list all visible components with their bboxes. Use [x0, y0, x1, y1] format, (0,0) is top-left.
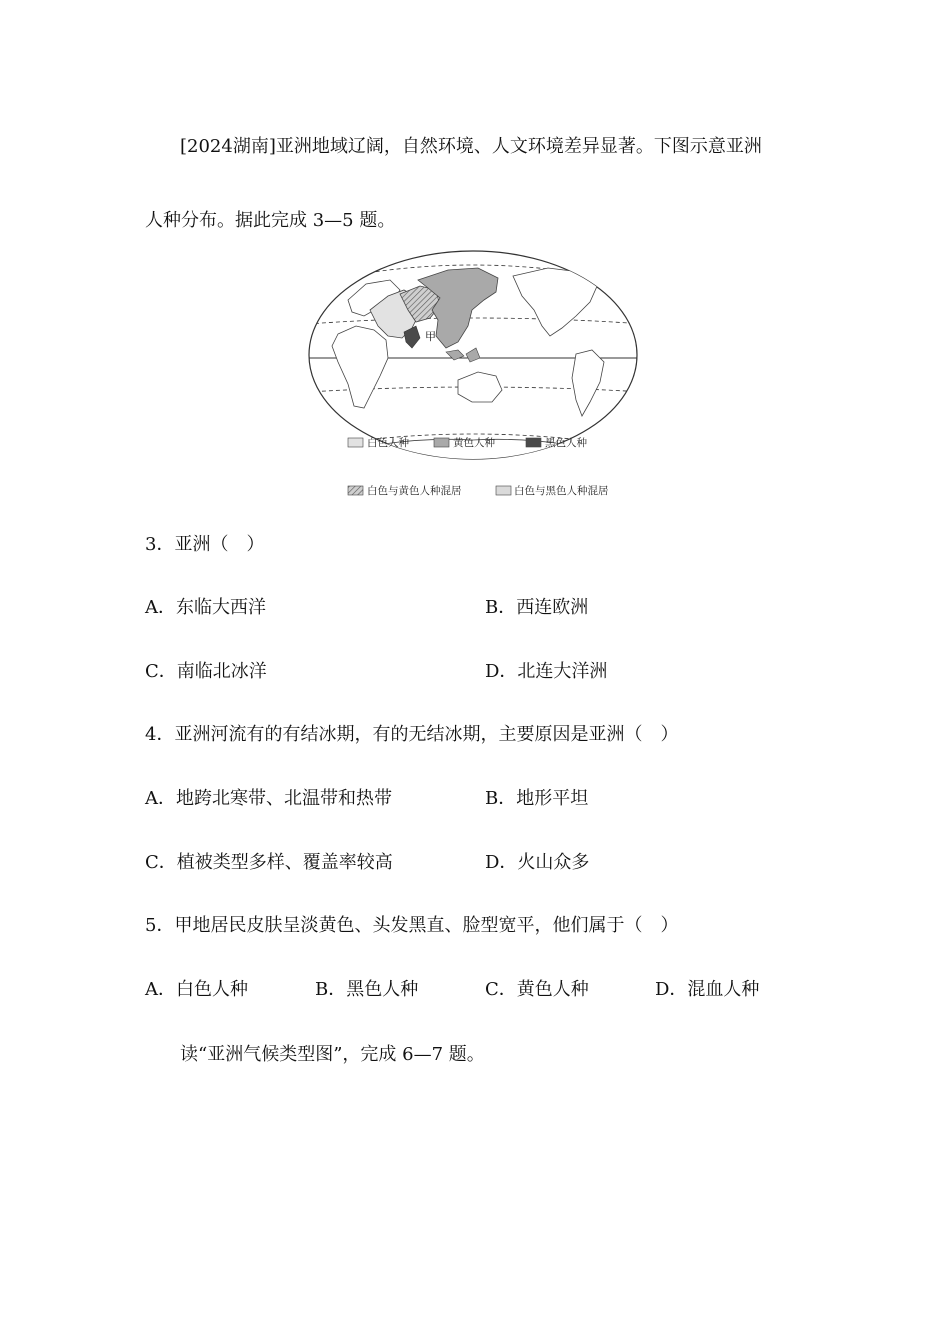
asia-race-distribution-map — [308, 250, 644, 500]
map-marker-jia: 甲 — [425, 330, 436, 343]
legend-label-white-yellow: 白色与黄色人种混居 — [367, 485, 462, 497]
followup-instruction: 读“亚洲气候类型图”，完成 6—7 题。 — [180, 1044, 485, 1065]
question-5-option-d[interactable]: D．混血人种 — [655, 979, 760, 1000]
question-4-option-c[interactable]: C．植被类型多样、覆盖率较高 — [145, 852, 393, 873]
question-5-option-b[interactable]: B．黑色人种 — [315, 979, 419, 1000]
legend-label-white-black: 白色与黑色人种混居 — [514, 485, 609, 497]
question-3-stem: 3．亚洲（ ） — [145, 534, 265, 555]
intro-line-2: 人种分布。据此完成 3—5 题。 — [145, 210, 396, 231]
intro-line-1: [2024湖南]亚洲地域辽阔，自然环境、人文环境差异显著。下图示意亚洲 — [180, 136, 762, 157]
question-3-option-d[interactable]: D．北连大洋洲 — [485, 661, 608, 682]
legend-swatch-white — [348, 438, 363, 447]
question-4-option-a[interactable]: A．地跨北寒带、北温带和热带 — [145, 788, 392, 809]
map-legend — [348, 436, 609, 497]
question-4-stem: 4．亚洲河流有的有结冰期，有的无结冰期，主要原因是亚洲（ ） — [145, 724, 679, 745]
legend-label-white: 白色人种 — [367, 437, 409, 449]
question-3-option-b[interactable]: B．西连欧洲 — [485, 597, 589, 618]
question-4-option-b[interactable]: B．地形平坦 — [485, 788, 589, 809]
legend-swatch-yellow — [434, 438, 449, 447]
legend-label-yellow: 黄色人种 — [453, 437, 495, 449]
legend-swatch-white-yellow — [348, 486, 363, 495]
legend-swatch-white-black — [496, 486, 511, 495]
legend-label-black: 黑色人种 — [545, 437, 587, 449]
question-5-option-c[interactable]: C．黄色人种 — [485, 979, 589, 1000]
question-3-option-c[interactable]: C．南临北冰洋 — [145, 661, 267, 682]
question-4-option-d[interactable]: D．火山众多 — [485, 852, 590, 873]
question-5-stem: 5．甲地居民皮肤呈淡黄色、头发黑直、脸型宽平，他们属于（ ） — [145, 915, 679, 936]
question-3-option-a[interactable]: A．东临大西洋 — [145, 597, 266, 618]
legend-swatch-black — [526, 438, 541, 447]
question-5-option-a[interactable]: A．白色人种 — [145, 979, 248, 1000]
